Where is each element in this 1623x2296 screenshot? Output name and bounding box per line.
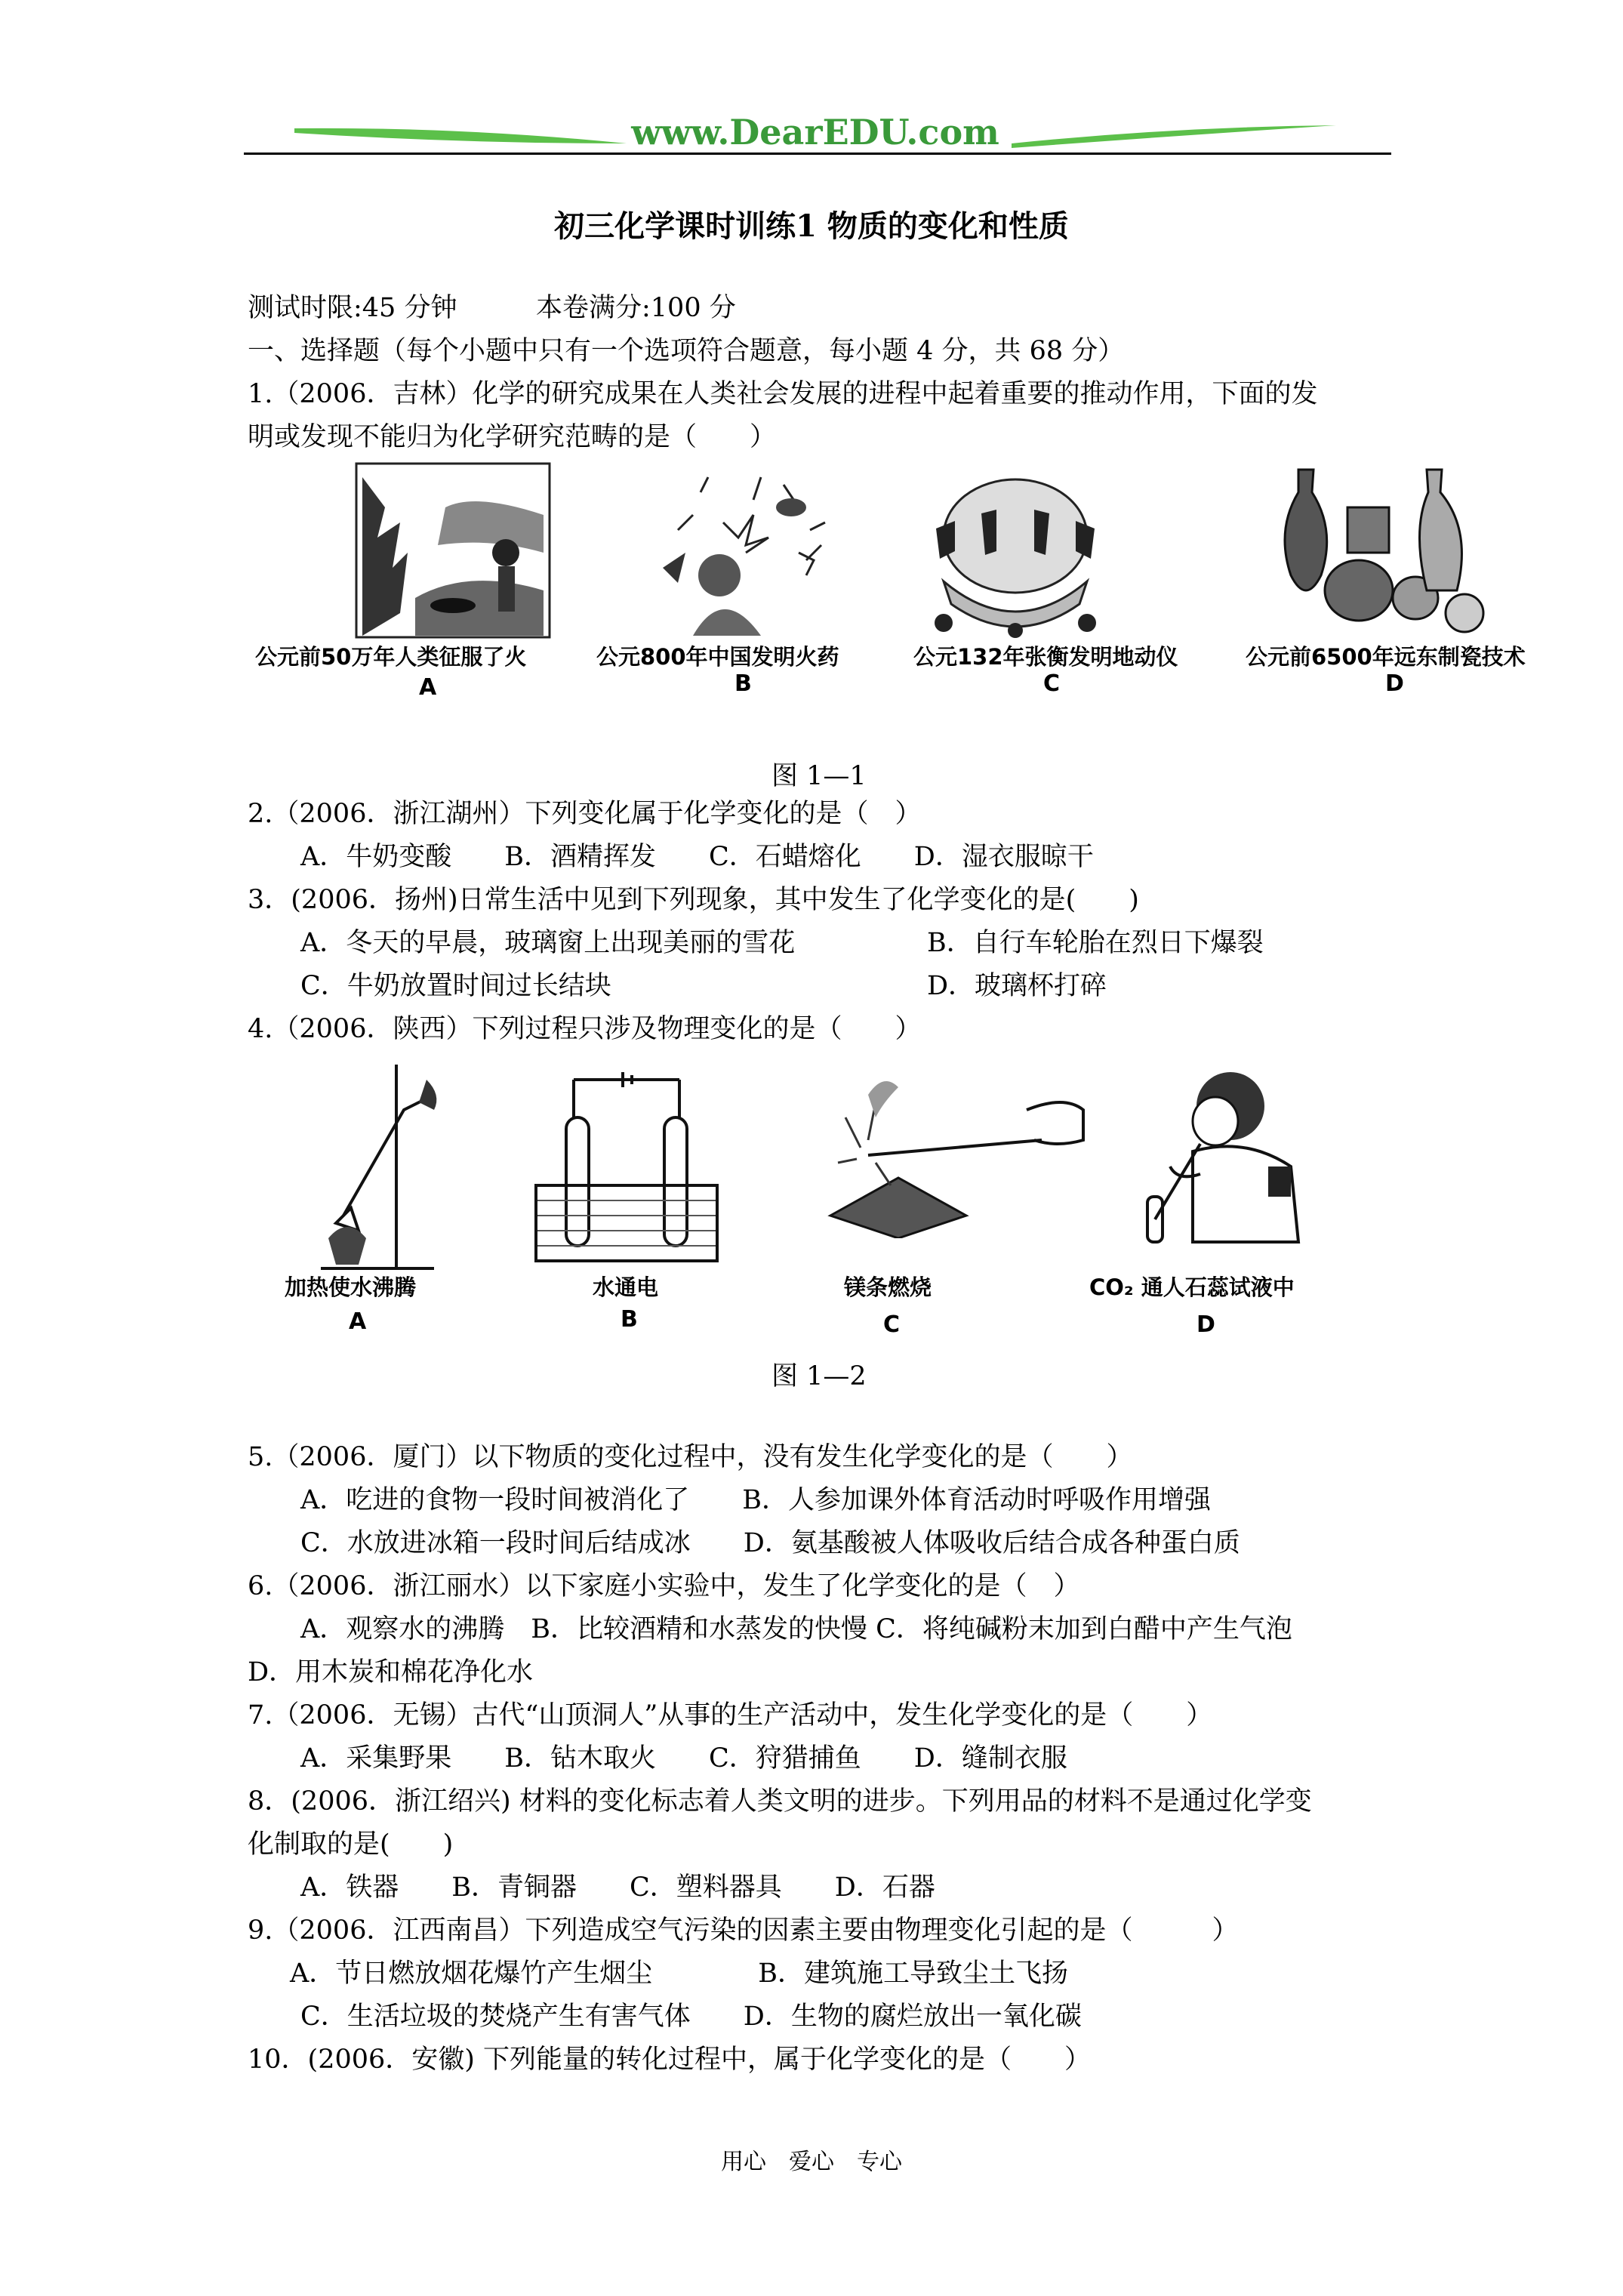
q9-options-1: A．节日燃放烟花爆竹产生烟尘 B．建筑施工导致尘土飞扬 <box>290 1959 1068 1989</box>
q6-options-2: D．用木炭和棉花净化水 <box>248 1657 534 1687</box>
q4-caption-c: 镁条燃烧 <box>844 1274 932 1300</box>
q3-option-c: C．牛奶放置时间过长结块 <box>300 971 611 1001</box>
page-title: 初三化学课时训练1 物质的变化和性质 <box>554 208 1069 244</box>
co2-litmus-illustration <box>1125 1061 1313 1250</box>
logo-swoosh-right <box>1012 113 1336 159</box>
time-limit: 测试时限:45 分钟 <box>248 293 457 323</box>
gunpowder-illustration <box>648 462 836 639</box>
seismograph-illustration <box>913 476 1117 642</box>
q1-letter-b: B <box>735 670 752 697</box>
q8-options: A．铁器 B．青铜器 C．塑料器具 D．石器 <box>300 1872 935 1903</box>
q3-option-a: A．冬天的早晨，玻璃窗上出现美丽的雪花 <box>300 928 796 958</box>
figure-1-1-label: 图 1—1 <box>771 761 867 791</box>
q3-stem: 3．(2006．扬州)日常生活中见到下列现象，其中发生了化学变化的是( ) <box>248 885 1139 915</box>
q1-line2: 明或发现不能归为化学研究范畴的是（ ） <box>248 422 777 452</box>
q3-option-d: D．玻璃杯打碎 <box>927 971 1107 1001</box>
q1-letter-d: D <box>1385 670 1404 697</box>
porcelain-illustration <box>1276 462 1487 636</box>
page-footer: 用心 爱心 专心 <box>721 2149 902 2175</box>
q2-options: A．牛奶变酸 B．酒精挥发 C．石蜡熔化 D．湿衣服晾干 <box>300 842 1094 872</box>
figure-1-2-label: 图 1—2 <box>771 1361 867 1391</box>
q4-caption-a: 加热使水沸腾 <box>285 1274 417 1300</box>
electrolysis-illustration <box>528 1072 725 1268</box>
q6-options-1: A．观察水的沸腾 B．比较酒精和水蒸发的快慢 C．将纯碱粉末加到白醋中产生气泡 <box>300 1614 1292 1644</box>
logo-swoosh-left <box>294 113 627 159</box>
q7-options: A．采集野果 B．钻木取火 C．狩猎捕鱼 D．缝制衣服 <box>300 1743 1067 1774</box>
q5-options-2: C．水放进冰箱一段时间后结成冰 D．氨基酸被人体吸收后结合成各种蛋白质 <box>300 1528 1240 1558</box>
q1-line1: 1.（2006．吉林）化学的研究成果在人类社会发展的进程中起着重要的推动作用，下面的发 <box>248 379 1318 409</box>
q4-stem: 4.（2006．陕西）下列过程只涉及物理变化的是（ ） <box>248 1014 922 1044</box>
q7-stem: 7.（2006．无锡）古代“山顶洞人”从事的生产活动中，发生化学变化的是（ ） <box>248 1700 1213 1730</box>
q1-letter-c: C <box>1043 670 1061 697</box>
q1-caption-a: 公元前50万年人类征服了火 <box>255 644 527 670</box>
q9-options-2: C．生活垃圾的焚烧产生有害气体 D．生物的腐烂放出一氧化碳 <box>300 2002 1082 2032</box>
q6-stem: 6.（2006．浙江丽水）以下家庭小实验中，发生了化学变化的是（ ） <box>248 1571 1080 1601</box>
heating-water-illustration <box>306 1057 449 1276</box>
q2-stem: 2.（2006．浙江湖州）下列变化属于化学变化的是（ ） <box>248 799 922 829</box>
q4-letter-d: D <box>1196 1311 1215 1338</box>
full-score: 本卷满分:100 分 <box>536 293 736 323</box>
q4-letter-c: C <box>883 1311 901 1338</box>
logo-text: www.DearEDU.com <box>631 112 999 153</box>
q1-caption-c: 公元132年张衡发明地动仪 <box>913 644 1178 670</box>
magnesium-burning-illustration <box>815 1065 1087 1238</box>
q5-options-1: A．吃进的食物一段时间被消化了 B．人参加课外体育活动时呼吸作用增强 <box>300 1485 1211 1515</box>
q4-letter-a: A <box>349 1308 367 1335</box>
section-heading: 一、选择题（每个小题中只有一个选项符合题意，每小题 4 分，共 68 分） <box>248 336 1125 366</box>
fire-illustration <box>355 462 551 639</box>
q5-stem: 5.（2006．厦门）以下物质的变化过程中，没有发生化学变化的是（ ） <box>248 1442 1133 1472</box>
q10-stem: 10．(2006．安徽) 下列能量的转化过程中，属于化学变化的是（ ） <box>248 2045 1092 2075</box>
q1-caption-b: 公元800年中国发明火药 <box>596 644 839 670</box>
q4-caption-b: 水通电 <box>593 1274 659 1300</box>
q4-caption-d: CO₂ 通人石蕊试液中 <box>1089 1274 1295 1300</box>
header-rule <box>244 153 1391 155</box>
q1-letter-a: A <box>419 674 437 701</box>
q3-option-b: B．自行车轮胎在烈日下爆裂 <box>927 928 1264 958</box>
q9-stem: 9.（2006．江西南昌）下列造成空气污染的因素主要由物理变化引起的是（ ） <box>248 1915 1239 1946</box>
q4-letter-b: B <box>621 1306 638 1333</box>
q8-line2: 化制取的是( ) <box>248 1829 454 1860</box>
q1-caption-d: 公元前6500年远东制瓷技术 <box>1246 644 1526 670</box>
q8-line1: 8．(2006．浙江绍兴) 材料的变化标志着人类文明的进步。下列用品的材料不是通过化学变 <box>248 1786 1312 1817</box>
